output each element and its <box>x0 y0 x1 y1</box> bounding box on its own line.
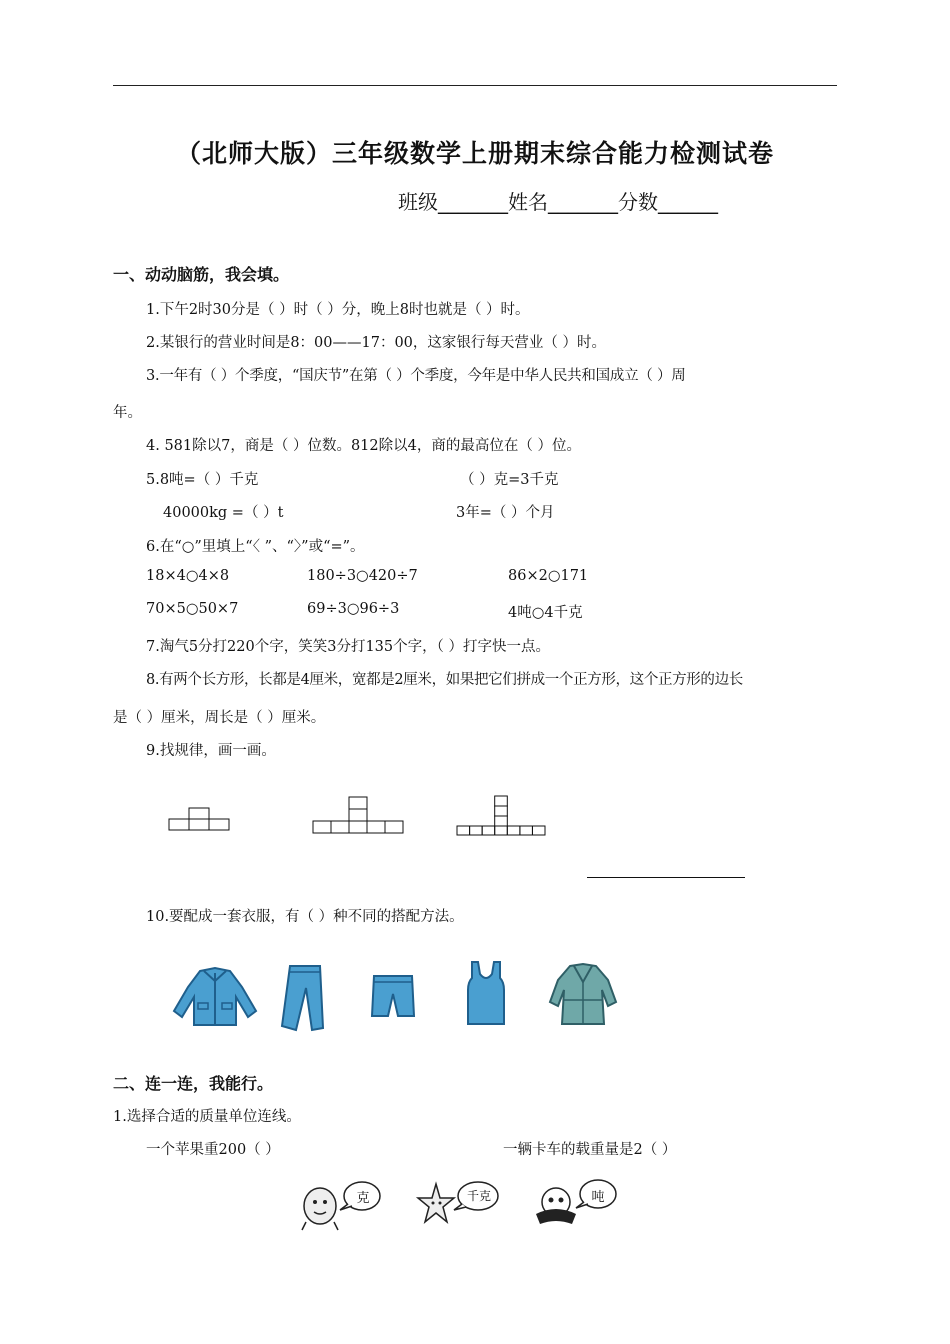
pattern-figure-2 <box>313 795 403 835</box>
question-2: 2.某银行的营业时间是8：00——17：00，这家银行每天营业（ ）时。 <box>146 335 607 351</box>
compare-item: 180÷3○420÷7 <box>307 568 418 584</box>
match-left-item: 一个苹果重200（ ） <box>146 1142 280 1158</box>
trousers-icon <box>276 962 326 1032</box>
compare-item: 86×2○171 <box>508 568 589 584</box>
student-info-line: 班级_______姓名_______分数______ <box>398 190 718 214</box>
question-3-cont: 年。 <box>113 405 142 421</box>
kilogram-character-icon <box>414 1176 500 1232</box>
question-10: 10.要配成一套衣服，有（ ）种不同的搭配方法。 <box>146 909 464 925</box>
question-1: 1.下午2时30分是（ ）时（ ）分，晚上8时也就是（ ）时。 <box>146 302 530 318</box>
bubble-ton: 吨 <box>591 1190 605 1205</box>
vest-icon <box>466 960 506 1026</box>
question-8-cont: 是（ ）厘米，周长是（ ）厘米。 <box>113 710 326 726</box>
section1-heading: 一、动动脑筋，我会填。 <box>113 265 290 284</box>
question-6: 6.在“○”里填上“〈 ”、“〉”或“=”。 <box>146 539 365 555</box>
bubble-kilogram: 千克 <box>466 1189 491 1203</box>
pattern-figure-1 <box>169 806 229 836</box>
bubble-gram: 克 <box>356 1191 370 1206</box>
question-5d: 3年=（ ）个月 <box>456 505 555 521</box>
compare-item: 69÷3○96÷3 <box>307 601 400 617</box>
coat-icon <box>548 962 618 1028</box>
page-title: （北师大版）三年级数学上册期末综合能力检测试卷 <box>175 139 774 168</box>
question-9: 9.找规律，画一画。 <box>146 743 276 759</box>
question-5b: （ ）克=3千克 <box>460 472 559 488</box>
question-8: 8.有两个长方形，长都是4厘米，宽都是2厘米，如果把它们拼成一个正方形，这个正方形的边长 <box>146 672 743 688</box>
section2-question-1: 1.选择合适的质量单位连线。 <box>113 1109 301 1125</box>
question-7: 7.淘气5分打220个字，笑笑3分打135个字，（ ）打字快一点。 <box>146 639 550 655</box>
match-right-item: 一辆卡车的载重量是2（ ） <box>503 1142 677 1158</box>
answer-line <box>587 877 745 878</box>
compare-item: 4吨○4千克 <box>508 605 583 621</box>
question-5a: 5.8吨=（ ）千克 <box>146 472 259 488</box>
question-3: 3.一年有（ ）个季度，“国庆节”在第（ ）个季度，今年是中华人民共和国成立（ ）周 <box>146 368 686 384</box>
question-5c: 40000kg =（ ）t <box>163 505 284 521</box>
compare-item: 70×5○50×7 <box>146 601 239 617</box>
jacket-icon <box>172 965 258 1029</box>
pattern-figure-3 <box>457 794 545 836</box>
gram-character-icon <box>290 1176 390 1232</box>
section2-heading: 二、连一连，我能行。 <box>113 1074 274 1093</box>
top-rule <box>113 85 837 86</box>
question-4: 4. 581除以7，商是（ ）位数。812除以4，商的最高位在（ ）位。 <box>146 438 581 454</box>
compare-item: 18×4○4×8 <box>146 568 230 584</box>
shorts-icon <box>370 972 416 1020</box>
